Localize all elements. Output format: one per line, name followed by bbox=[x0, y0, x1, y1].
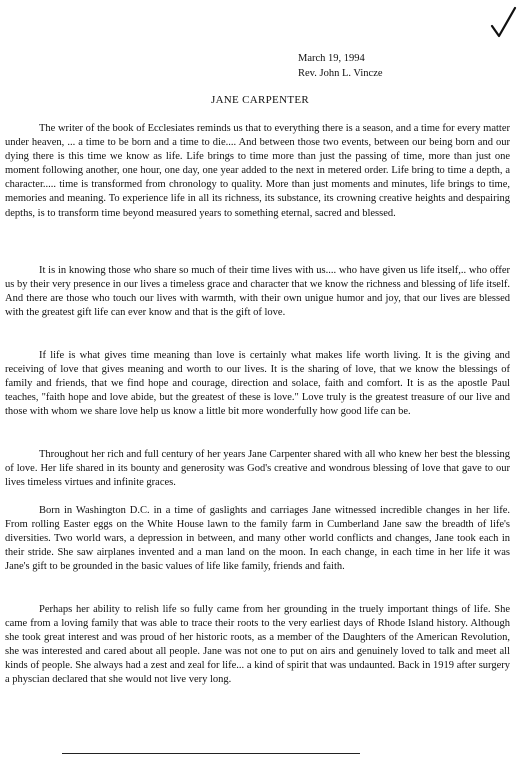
checkmark-mark bbox=[488, 6, 518, 40]
footer-rule bbox=[62, 753, 360, 754]
paragraph-5: Born in Washington D.C. in a time of gaslights and carriages Jane witnessed incredible changes in her life. From rolling Easter eggs on the White House lawn to the family farm in Cumberland Jane saw the breadth of life's diversities. Two world wars, a depression in between, and many other world conflicts and changes, Jane took each in their stride. She saw airplanes invented and a man land on the moon. In each change, in each time in her life it was Jane's gift to be grounded in the basic values of life like family, friends and faith. bbox=[5, 505, 510, 573]
header-date: March 19, 1994 bbox=[298, 53, 365, 64]
paragraph-2: It is in knowing those who share so much of their time lives with us.... who have given us life itself,.. who offer us by their very presence in our lives a timeless grace and character that we know the richness and blessing of life itself. And there are those who touch our lives with warmth, with their own unigue humor and joy, that our lives are blessed with the greatest gift life can ever know and that is the gift of love. bbox=[5, 265, 510, 319]
paragraph-4: Throughout her rich and full century of her years Jane Carpenter shared with all who knew her best the blessing of love. Her life shared in its bounty and generosity was God's creative and wondrous blessing of love that gave to our lives timeless virtues and infinite graces. bbox=[5, 449, 510, 489]
header-author: Rev. John L. Vincze bbox=[298, 68, 383, 79]
paragraph-1: The writer of the book of Ecclesiates reminds us that to everything there is a season, and a time for every matter under heaven, ... a time to be born and a time to die.... And between those two events, between our being born and our dying there is this time we know as life. Life brings to time more than just the passing of time, more than just one moment following another, one hour, one day, one year added to the next in metered order. Life bring to time a depth, a character..... time is transformed from chronology to quality. More than just moments and minutes, life brings to time, memories and meaning. To experience life in all its richness, its substance, its crowning creative heights and despairing depths, is to transform time beyond measured years to something eternal, sacred and blessed. bbox=[5, 123, 510, 219]
paragraph-3: If life is what gives time meaning than love is certainly what makes life worth living. It is the giving and receiving of love that gives meaning and worth to our lives. It is the sharing of love, that we know the blessings of family and friends, that we find hope and courage, direction and solace, faith and comfort. It is as the apostle Paul teaches, "faith hope and love abide, but the greatest of these is love." Love truly is the greatest treasure of our live and those with whom we share love help us know a little bit more wonderfully how good life can be. bbox=[5, 350, 510, 418]
document-title: JANE CARPENTER bbox=[210, 94, 309, 106]
document-header bbox=[298, 51, 383, 81]
paragraph-6: Perhaps her ability to relish life so fully came from her grounding in the truely important things of life. She came from a loving family that was able to trace their roots to the very earliest days of Rhode Island history. Although she took great interest and was proud of her historic roots, as a member of the Daughters of the American Revolution, she was interested and cared about all people. Jane was not one to put on airs and genuinely loved to talk and meet all kinds of people. She always had a zest and zeal for life... a kind of spirit that was undaunted. Back in 1919 after surgery a physcian declared that she would not live very long. bbox=[5, 604, 510, 686]
